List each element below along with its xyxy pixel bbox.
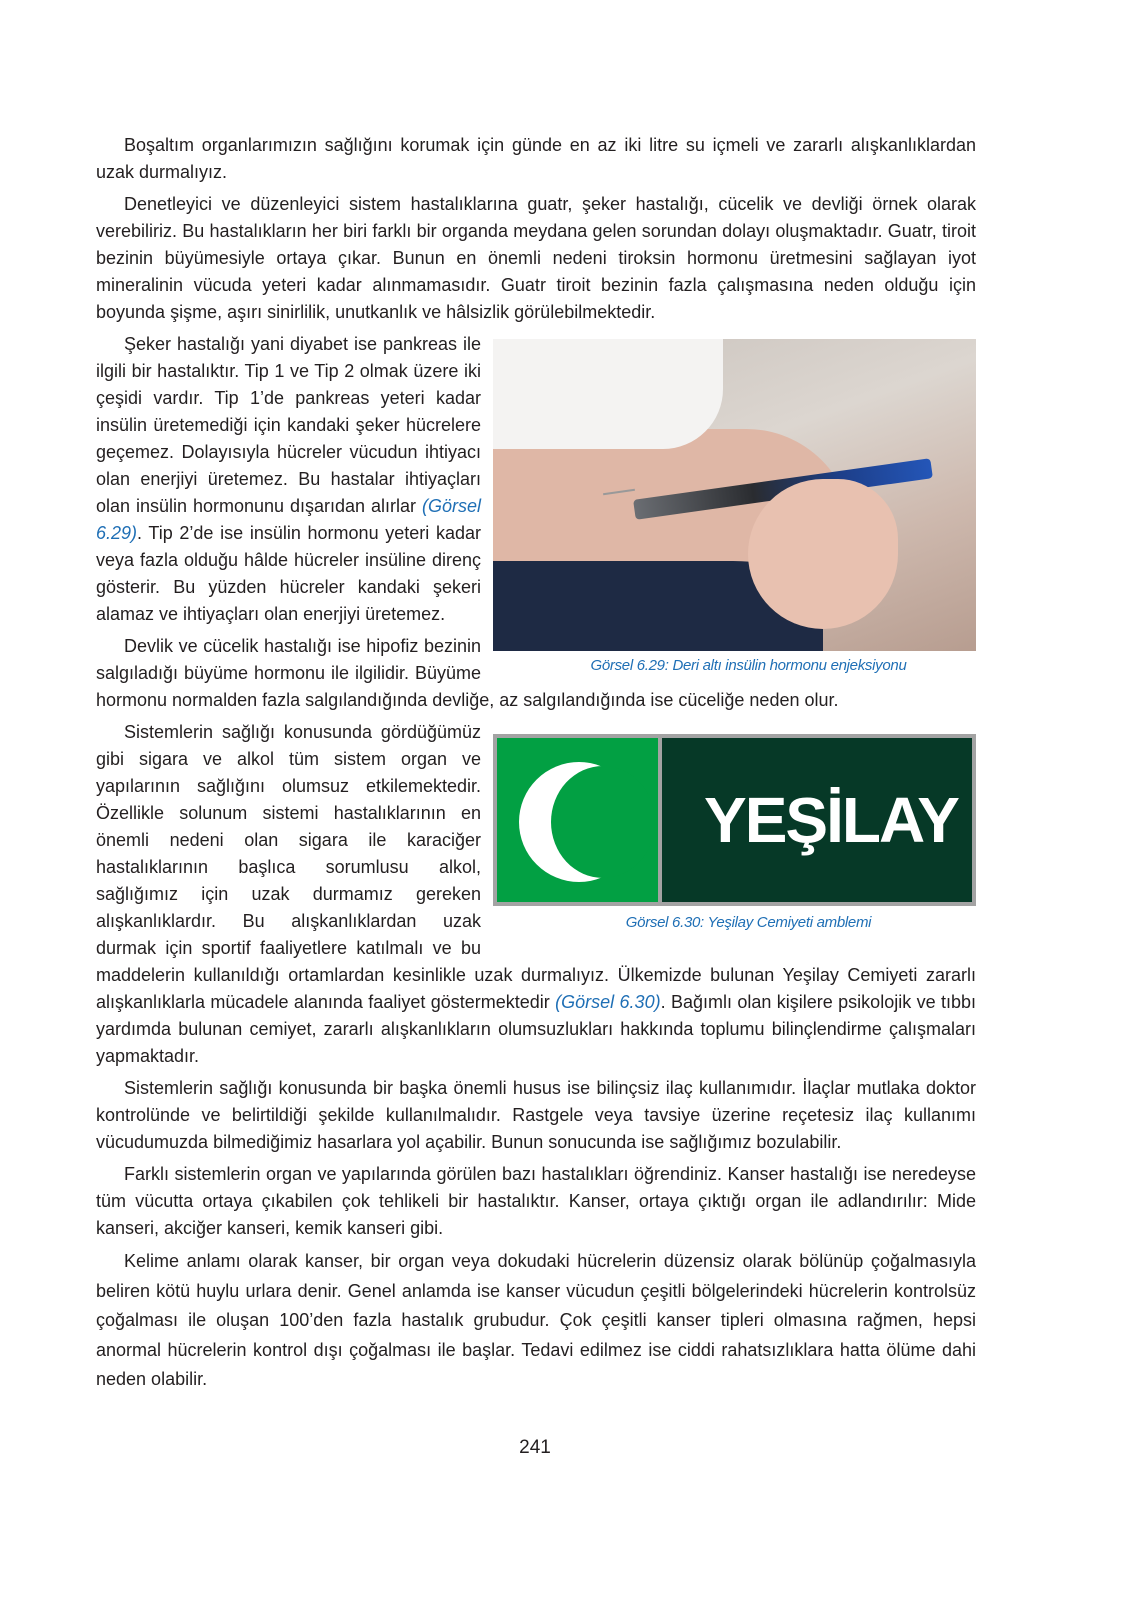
paragraph-8: Kelime anlamı olarak kanser, bir organ veya dokudaki hücrelerin düzensiz olarak bölünüp çoğalmasıyla beliren kötü huylu urlara denir. Genel anlamda ise kanser vücudun çeşitli bölgelerindeki hücrelerin kontrolsüz çoğalması ile oluşan 100’den fazla hastalık grubudur. Çok çeşitli kanser tipleri olmasına rağmen, hepsi anormal hücrelerin kontrol dışı çoğalması ile başlar. Tedavi edilmez ise ciddi rahatsızlıklara hatta ölüme dahi neden olabilir.: [96, 1251, 976, 1389]
figure-caption: Görsel 6.29: Deri altı insülin hormonu enjeksiyonu: [590, 657, 907, 674]
paragraph-1: Boşaltım organlarımızın sağlığını korumak için günde en az iki litre su içmeli ve zararlı alışkanlıklardan uzak durmalıyız.: [96, 135, 976, 182]
yesilay-logo: [493, 734, 976, 906]
paragraph-2: Denetleyici ve düzenleyici sistem hastalıklarına guatr, şeker hastalığı, cücelik ve devliği örnek olarak verebiliriz. Bu hastalıkların her biri farklı bir organda meydana gelen sorundan dolayı oluşmaktadır. Guatr, tiroit bezinin büyümesiyle ortaya çıkar. Bunun en önemli nedeni tiroksin hormonu üretmesini sağlayan iyot mineralinin vücuda yeteri kadar alınmamasıdır. Guatr tiroit bezinin fazla çalışmasına neden olduğu için boyunda şişme, aşırı sinirlilik, unutkanlık ve hâlsizlik görülebilmektedir.: [96, 194, 976, 322]
page-body: [96, 132, 976, 1400]
figure-6-29: [481, 331, 976, 678]
figure-6-30: [481, 719, 976, 953]
figure-reference: (Görsel 6.29): [96, 496, 481, 543]
figure-reference: (Görsel 6.30): [555, 992, 661, 1012]
figure-caption: Görsel 6.30: Yeşilay Cemiyeti amblemi: [625, 914, 872, 931]
text: . Tip 2’de ise insülin hormonu yeteri kadar veya fazla olduğu hâlde hücreler insüline direnç gösterir. Bu yüzden hücreler kandaki şekeri alamaz ve ihtiyaçları olan enerjiyi üretemez.: [96, 523, 481, 624]
insulin-injection-photo: [493, 339, 976, 651]
text: . Bağımlı olan kişilere psikolojik ve tıbbı yardımda bulunan cemiyet, zararlı alışkanlıkların olumsuzlukları hakkında toplumu bilinçlendirme çalışmaları yapmaktadır.: [96, 992, 976, 1066]
paragraph-5: [96, 719, 976, 1070]
paragraph-6: Sistemlerin sağlığı konusunda bir başka önemli husus ise bilinçsiz ilaç kullanımıdır. İlaçlar mutlaka doktor kontrolünde ve belirtildiği şekilde kullanılmalıdır. Rastgele veya tavsiye üzerine reçetesiz ilaç kullanımı vücudumuzda bilmediğimiz hasarlara yol açabilir. Bunun sonucunda ise sağlığımız bozulabilir.: [96, 1078, 976, 1152]
paragraph-4: Devlik ve cücelik hastalığı ise hipofiz bezinin salgıladığı büyüme hormonu ile ilgilidir. Büyüme hormonu normalden fazla salgılandığında devliğe, az salgılandığında ise cüceliğe neden olur.: [96, 636, 839, 710]
text: Sistemlerin sağlığı konusunda gördüğümüz gibi sigara ve alkol tüm sistem organ ve yapılarının sağlığını olumsuz etkilemektedir. Özellikle solunum sistemi hastalıklarının en önemli nedeni olan sigara ile karaciğer hastalıklarının başlıca sorumlusu alkol, sağlığımız için uzak durmamız gereken alışkanlıklardır. Bu alışkanlıklardan uzak durmak için sportif faaliyetlere katılmalı ve bu maddelerin kullanıldığı ortamlardan kesinlikle uzak durmalıyız. Ülkemizde bulunan Yeşilay Cemiyeti zararlı alışkanlıklarla mücadele alanında faaliyet göstermektedir: [96, 722, 976, 1012]
paragraph-7: Farklı sistemlerin organ ve yapılarında görülen bazı hastalıkları öğrendiniz. Kanser hastalığı ise neredeyse tüm vücutta ortaya çıkabilen çok tehlikeli bir hastalıktır. Kanser, ortaya çıktığı organ ile adlandırılır: Mide kanseri, akciğer kanseri, kemik kanseri gibi.: [96, 1164, 976, 1238]
page-number: 241: [519, 1437, 551, 1458]
text: Şeker hastalığı yani diyabet ise pankreas ile ilgili bir hastalıktır. Tip 1 ve Tip 2 olmak üzere iki çeşidi vardır. Tip 1’de pankreas yeteri kadar insülin üretemediği için kandaki şeker hücrelere geçemez. Dolayısıyla hücreler vücudun ihtiyacı olan enerjiyi üretemez. Bu hastalar ihtiyaçları olan insülin hormonunu dışarıdan alırlar: [96, 334, 481, 516]
logo-text: YEŞİLAY: [662, 738, 972, 902]
